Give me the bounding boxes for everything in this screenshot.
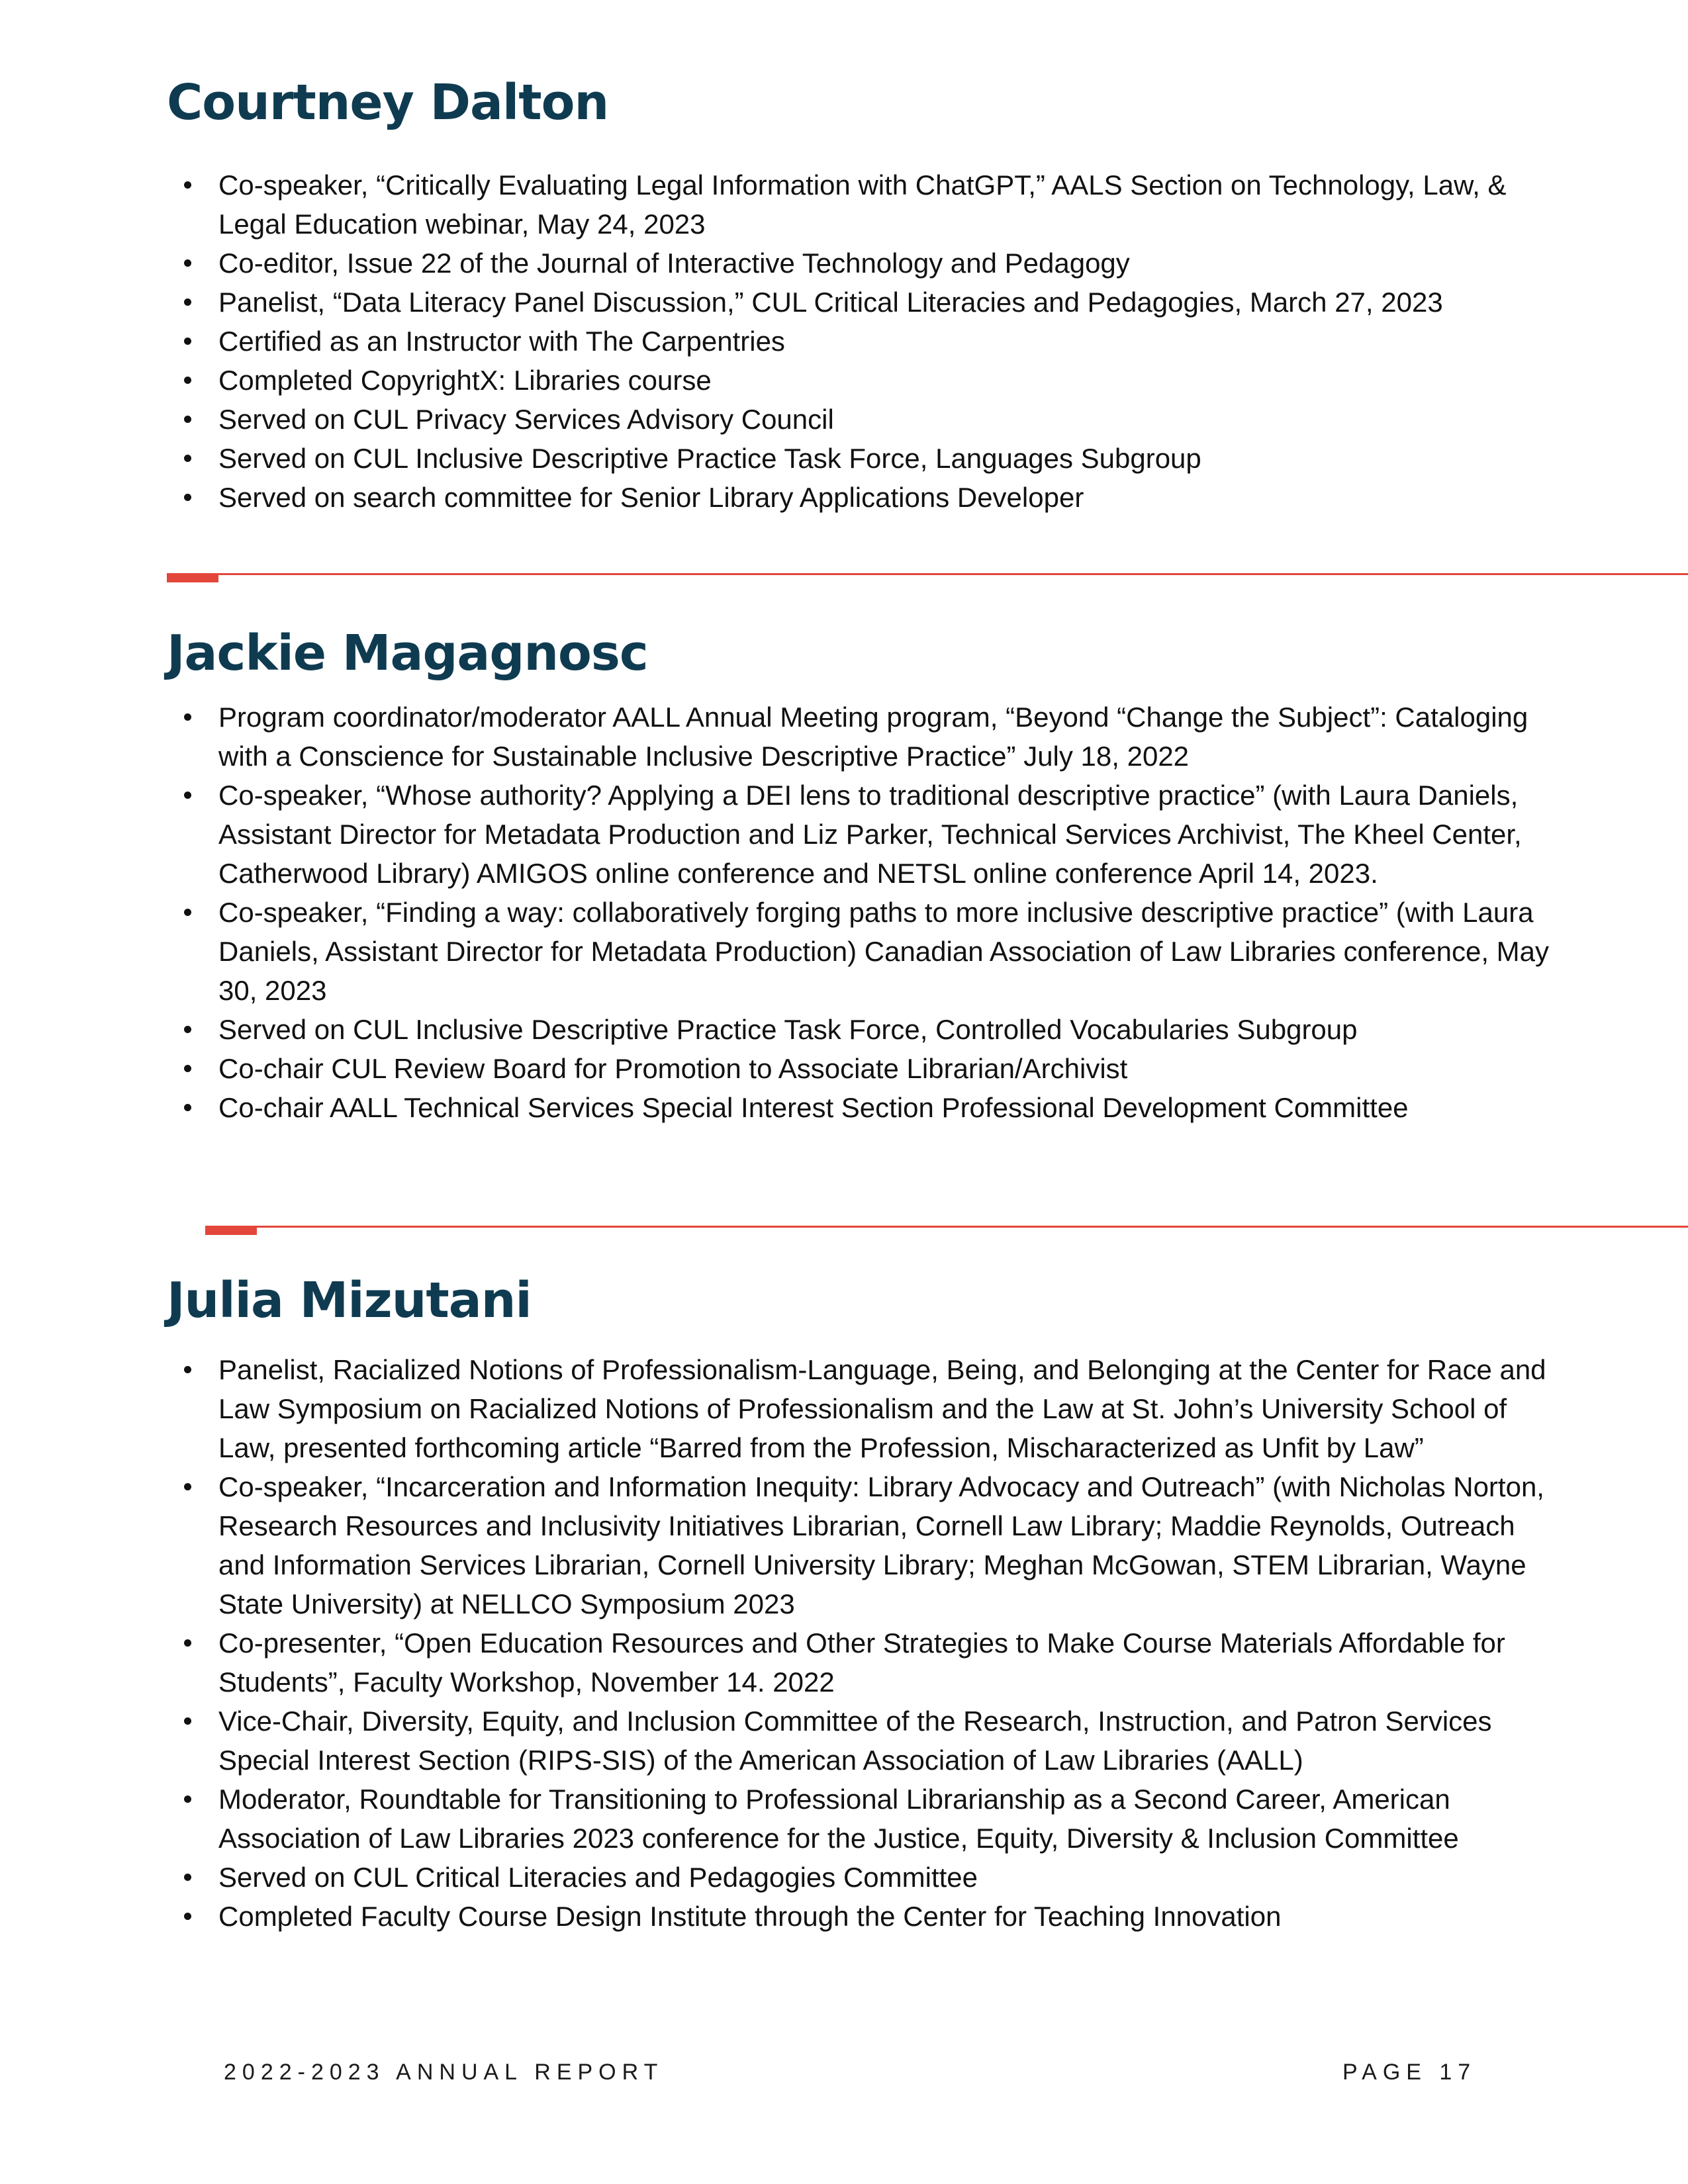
list-item: Completed Faculty Course Design Institute through the Center for Teaching Innovation	[167, 1897, 1557, 1936]
list-item: Served on CUL Critical Literacies and Pedagogies Committee	[167, 1858, 1557, 1897]
list-item: Certified as an Instructor with The Carpentries	[167, 322, 1557, 361]
list-item: Co-speaker, “Finding a way: collaboratively forging paths to more inclusive descriptive practice” (with Laura Daniels, Assistant Director for Metadata Production) Canadian Association of Law Libraries conference, May 30, 2023	[167, 893, 1557, 1010]
list-item: Panelist, “Data Literacy Panel Discussion,” CUL Critical Literacies and Pedagogies, March 27, 2023	[167, 283, 1557, 322]
list-item: Served on search committee for Senior Library Applications Developer	[167, 478, 1557, 517]
list-item: Co-speaker, “Critically Evaluating Legal Information with ChatGPT,” AALS Section on Technology, Law, & Legal Education webinar, May 24, 2023	[167, 165, 1557, 244]
list-item: Co-speaker, “Whose authority? Applying a DEI lens to traditional descriptive practice” (with Laura Daniels, Assistant Director for Metadata Production and Liz Parker, Technical Services Archivist, The Kheel Center, Catherwood Library) AMIGOS online conference and NETSL online conference April 14, 2023.	[167, 776, 1557, 893]
list-item: Co-speaker, “Incarceration and Information Inequity: Library Advocacy and Outreach” (with Nicholas Norton, Research Resources and Inclusivity Initiatives Librarian, Cornell Law Library; Maddie Reynolds, Outreach and Information Services Librarian, Cornell University Library; Meghan McGowan, STEM Librarian, Wayne State University) at NELLCO Symposium 2023	[167, 1467, 1557, 1623]
bullet-list	[167, 698, 1557, 1127]
list-item: Served on CUL Inclusive Descriptive Practice Task Force, Controlled Vocabularies Subgroup	[167, 1010, 1557, 1049]
list-item: Moderator, Roundtable for Transitioning to Professional Librarianship as a Second Career, American Association of Law Libraries 2023 conference for the Justice, Equity, Diversity & Inclusion Committee	[167, 1780, 1557, 1858]
section-divider-line	[205, 1226, 1688, 1228]
list-item: Co-chair AALL Technical Services Special Interest Section Professional Development Committee	[167, 1088, 1557, 1127]
list-item: Vice-Chair, Diversity, Equity, and Inclusion Committee of the Research, Instruction, and Patron Services Special Interest Section (RIPS-SIS) of the American Association of Law Libraries (AALL)	[167, 1702, 1557, 1780]
list-item: Completed CopyrightX: Libraries course	[167, 361, 1557, 400]
footer-page-number: PAGE 17	[1342, 2060, 1477, 2085]
footer-report-title: 2022-2023 ANNUAL REPORT	[224, 2060, 664, 2085]
section-heading: Julia Mizutani	[167, 1272, 532, 1329]
list-item: Served on CUL Inclusive Descriptive Practice Task Force, Languages Subgroup	[167, 439, 1557, 478]
list-item: Program coordinator/moderator AALL Annual Meeting program, “Beyond “Change the Subject”: Cataloging with a Conscience for Sustainable Inclusive Descriptive Practice” July 18, 2022	[167, 698, 1557, 776]
bullet-list	[167, 165, 1557, 517]
section-heading: Jackie Magagnosc	[167, 625, 648, 682]
list-item: Co-chair CUL Review Board for Promotion to Associate Librarian/Archivist	[167, 1049, 1557, 1088]
section-divider-tab	[167, 573, 218, 582]
list-item: Co-presenter, “Open Education Resources and Other Strategies to Make Course Materials Affordable for Students”, Faculty Workshop, November 14. 2022	[167, 1623, 1557, 1702]
list-item: Served on CUL Privacy Services Advisory Council	[167, 400, 1557, 439]
bullet-list	[167, 1350, 1557, 1936]
section-heading: Courtney Dalton	[167, 74, 609, 131]
section-divider-line	[167, 573, 1688, 575]
section-divider-tab	[205, 1226, 257, 1235]
list-item: Panelist, Racialized Notions of Professionalism-Language, Being, and Belonging at the Center for Race and Law Symposium on Racialized Notions of Professionalism and the Law at St. John’s University School of Law, presented forthcoming article “Barred from the Profession, Mischaracterized as Unfit by Law”	[167, 1350, 1557, 1467]
list-item: Co-editor, Issue 22 of the Journal of Interactive Technology and Pedagogy	[167, 244, 1557, 283]
